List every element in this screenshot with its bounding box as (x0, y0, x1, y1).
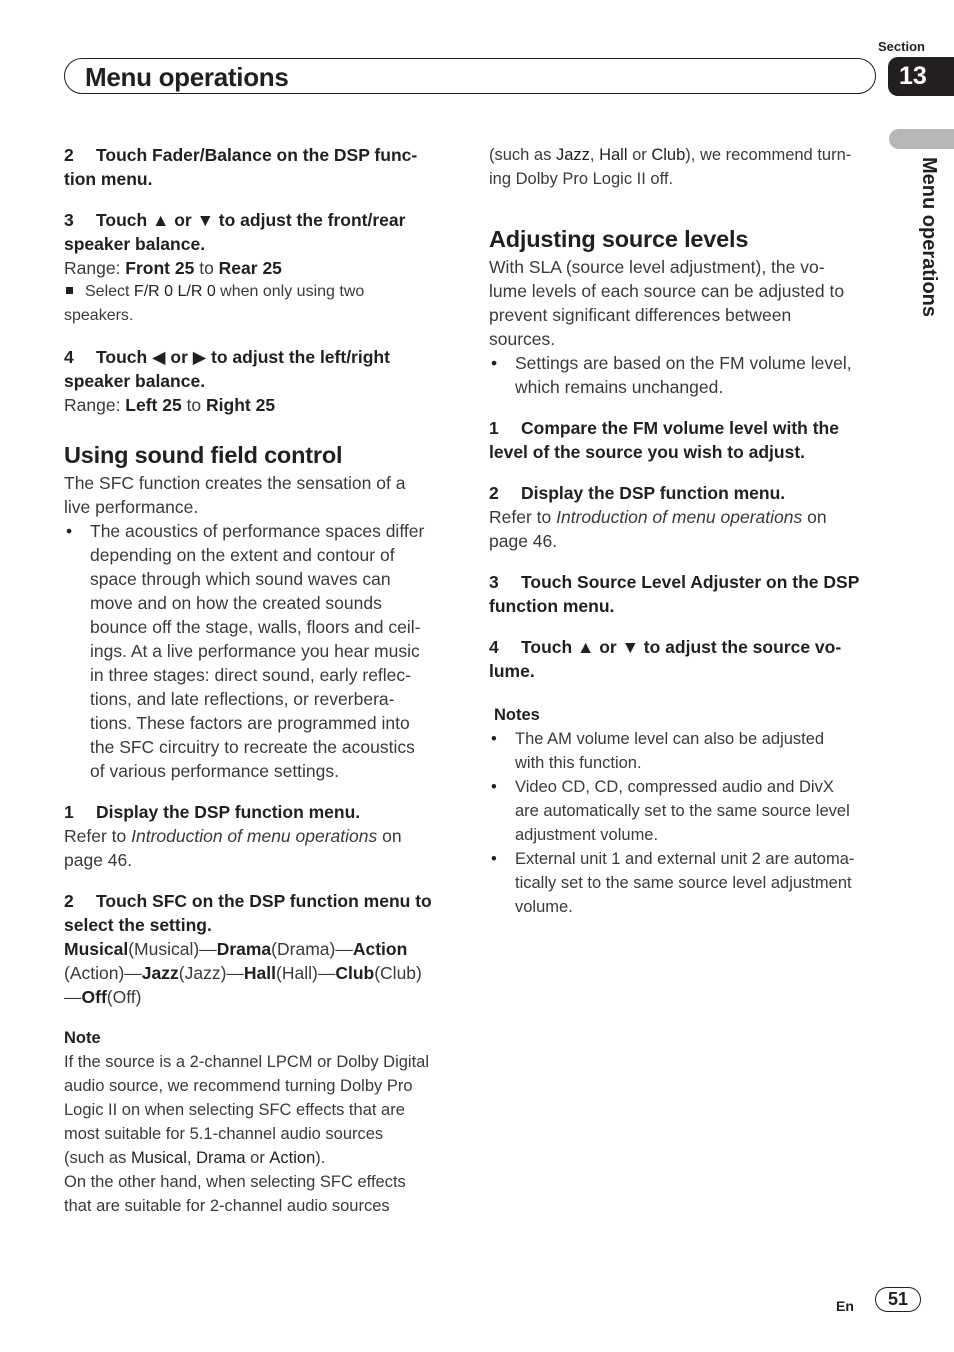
page-number: 51 (875, 1287, 921, 1312)
select-note: Select F/R 0 L/R 0 when only using two speakers. (64, 283, 365, 324)
step-4-left-right: 4 Touch ◀ or ▶ to adjust the left/right speaker balance. (64, 347, 390, 391)
section-number-badge: 13 (888, 57, 954, 96)
section-label: Section (878, 39, 925, 54)
asl-step-2: 2 Display the DSP function menu. (489, 483, 786, 503)
step-3-front-rear: 3 Touch ▲ or ▼ to adjust the front/rear speaker balance. (64, 210, 406, 254)
asl-step-3: 3 Touch Source Level Adjuster on the DSP function menu. (489, 572, 860, 616)
asl-bullets (489, 351, 879, 399)
step-2-fader: 2 Touch Fader/Balance on the DSP func- tion menu. (64, 145, 418, 189)
sfc-step-1: 1 Display the DSP function menu. (64, 802, 361, 822)
list-item: • External unit 1 and external unit 2 are automa- tically set to the same source level adjustment volume. (489, 847, 879, 919)
list-item: • Video CD, CD, compressed audio and DivX are automatically set to the same source level adjustment volume. (489, 775, 879, 847)
square-bullet-icon (66, 287, 73, 294)
list-item: • The AM volume level can also be adjusted with this function. (489, 727, 879, 775)
sfc-modes: Musical(Musical)—Drama(Drama)—Action (Action)—Jazz(Jazz)—Hall(Hall)—Club(Club) —Off(Off) (64, 939, 422, 1007)
sfc-step-1-ref: Refer to Introduction of menu operations on page 46. (64, 826, 402, 870)
note-continuation: (such as Jazz, Hall or Club), we recommend turn- ing Dolby Pro Logic II off. (489, 146, 852, 188)
list-item: • The acoustics of performance spaces differ depending on the extent and contour of space through which sound waves can move and on how the created sounds bounce off the stage, walls, floors and ceil- ings. At a live performance you hear music in three stages: direct sound, early reflec- tions, and late reflections, or reverbera- tions. These factors are programmed into the SFC circuitry to recreate the acoustics of various performance settings. (64, 519, 454, 783)
page-title: Menu operations (85, 62, 289, 92)
note-body: If the source is a 2-channel LPCM or Dolby Digital audio source, we recommend turning Dolby Pro Logic II on when selecting SFC effects that are most suitable for 5.1-channel audio sources (such as Musical, Drama or Action). On the other hand, when selecting SFC effects that are suitable for 2-channel audio sources (64, 1053, 429, 1215)
range-front-rear: Range: Front 25 to Rear 25 (64, 258, 282, 278)
footer-language: En (836, 1298, 854, 1314)
sfc-heading: Using sound field control (64, 442, 343, 468)
sfc-intro: The SFC function creates the sensation of a live performance. (64, 473, 406, 517)
asl-step-1: 1 Compare the FM volume level with the level of the source you wish to adjust. (489, 418, 839, 462)
header-bar (64, 58, 876, 94)
asl-step-2-ref: Refer to Introduction of menu operations on page 46. (489, 507, 827, 551)
right-column (489, 143, 879, 919)
notes-heading: Notes (494, 706, 540, 724)
notes-list (489, 727, 879, 919)
asl-step-4: 4 Touch ▲ or ▼ to adjust the source vo- lume. (489, 637, 842, 681)
list-item: • Settings are based on the FM volume level, which remains unchanged. (489, 351, 879, 399)
left-column (64, 143, 454, 1218)
note-heading: Note (64, 1029, 101, 1047)
asl-heading: Adjusting source levels (489, 226, 749, 252)
asl-intro: With SLA (source level adjustment), the vo- lume levels of each source can be adjusted to prevent significant differences between sources. (489, 257, 845, 349)
side-label: Menu operations (918, 157, 940, 318)
range-left-right: Range: Left 25 to Right 25 (64, 395, 276, 415)
sfc-step-2: 2 Touch SFC on the DSP function menu to select the setting. (64, 891, 432, 935)
side-tab (889, 129, 954, 149)
sfc-bullets (64, 519, 454, 783)
